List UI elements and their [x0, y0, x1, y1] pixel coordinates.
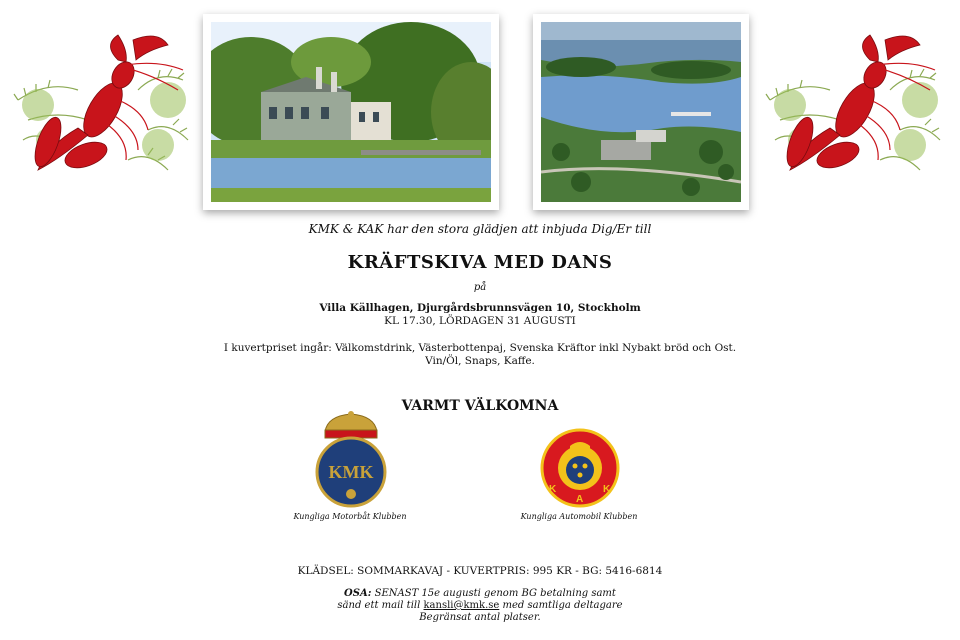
kmk-logo-text: KMK [328, 462, 374, 482]
kak-logo [535, 428, 625, 512]
pa-text: på [473, 282, 487, 293]
included-line-1: I kuvertpriset ingår: Välkomstdrink, Västerbottenpaj, Svenska Kräftor inkl Nybakt bröd och Ost. [223, 342, 737, 354]
lobster-left-illustration [8, 30, 193, 184]
event-time: KL 17.30, LÖRDAGEN 31 AUGUSTI [384, 315, 576, 327]
dress-code-line: KLÄDSEL: SOMMARKAVAJ - KUVERTPRIS: 995 KR - BG: 5416-6814 [297, 565, 663, 577]
venue-block [0, 302, 960, 328]
aerial-photo [533, 14, 749, 210]
event-title: KRÄFTSKIVA MED DANS [347, 252, 613, 273]
osa-block [0, 588, 960, 624]
osa-deadline: SENAST 15e augusti genom BG betalning samt [374, 588, 616, 599]
intro-text: KMK & KAK har den stora glädjen att inbjuda Dig/Er till [308, 222, 652, 236]
kak-letter-2: A [576, 494, 584, 505]
osa-email-link[interactable]: kansli@kmk.se [423, 600, 500, 611]
osa-line-2-post: med samtliga deltagare [502, 600, 623, 611]
lobster-right-illustration [760, 30, 945, 184]
kak-letter-3: K [603, 484, 611, 495]
villa-photo [203, 14, 499, 210]
kmk-logo [313, 410, 389, 514]
osa-label: OSA: [344, 588, 372, 599]
welcome-heading: VARMT VÄLKOMNA [401, 398, 559, 414]
kak-letter-1: K [549, 484, 557, 495]
kak-caption: Kungliga Automobil Klubben [520, 512, 638, 521]
kmk-caption: Kungliga Motorbåt Klubben [293, 512, 407, 521]
included-block [0, 342, 960, 368]
osa-line-2 [0, 600, 960, 612]
osa-line-2-pre: sänd ett mail till [337, 600, 421, 611]
venue-address: Villa Källhagen, Djurgårdsbrunnsvägen 10, Stockholm [319, 302, 641, 314]
osa-line-3: Begränsat antal platser. [419, 612, 541, 623]
osa-line-1 [0, 588, 960, 600]
included-line-2: Vin/Öl, Snaps, Kaffe. [425, 355, 535, 367]
